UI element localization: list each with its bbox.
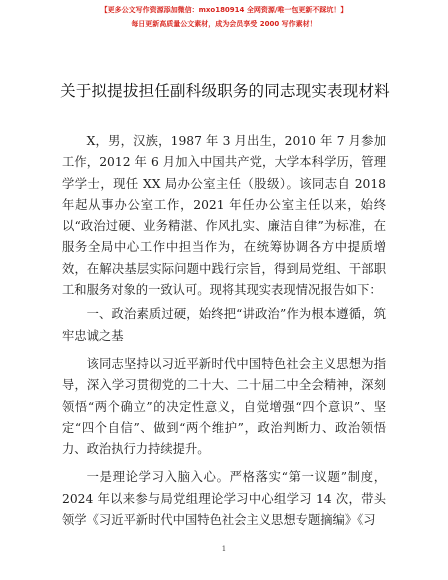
section-heading-political: 一、政治素质过硬，始终把“讲政治”作为根本遵循，筑牢忠诚之基 xyxy=(62,307,386,343)
promo-banner-line-2: 每日更新高质量公文素材，成为会员享受 2000 写作素材！ xyxy=(131,20,317,28)
paragraph-profile: X，男，汉族，1987 年 3 月出生，2010 年 7 月参加工作，2012 年 6 月加入中国共产党，大学本科学历，管理学学士，现任 XX 局办公室主任（股级）。该同志自 2018 年起从事办公室工作，2021 年任办公室主任以来，始终以“政治过硬、业务精湛、作风扎实、廉洁自律”为标准，在服务全局中心工作中担当作为，在统筹协调各方中提质增效，在解决基层实际问题中践行宗旨，得到局党组、干部职工和服务对象的一致认可。现将其现实表现情况报告如下： xyxy=(62,134,386,298)
document-title: 关于拟提拔担任副科级职务的同志现实表现材料 xyxy=(60,82,390,100)
paragraph-political-quality: 该同志坚持以习近平新时代中国特色社会主义思想为指导，深入学习贯彻党的二十大、二十届二中全会精神，深刻领悟“两个确立”的决定性意义，自觉增强“四个意识”、坚定“四个自信”、做到“两个维护”，政治判断力、政治领悟力、政治执行力持续提升。 xyxy=(62,356,386,457)
paragraph-theory-study: 一是理论学习入脑入心。严格落实“第一议题”制度，2024 年以来参与局党组理论学习中心组学习 14 次，带头领学《习近平新时代中国特色社会主义思想专题摘编》《习 xyxy=(62,470,386,528)
page-number: 1 xyxy=(221,545,227,553)
document-body xyxy=(62,131,386,531)
promo-banner-line-1: 【更多公文写作资源添加微信：mxo180914 全网资源/唯一包更新不踩坑！】 xyxy=(100,6,348,14)
